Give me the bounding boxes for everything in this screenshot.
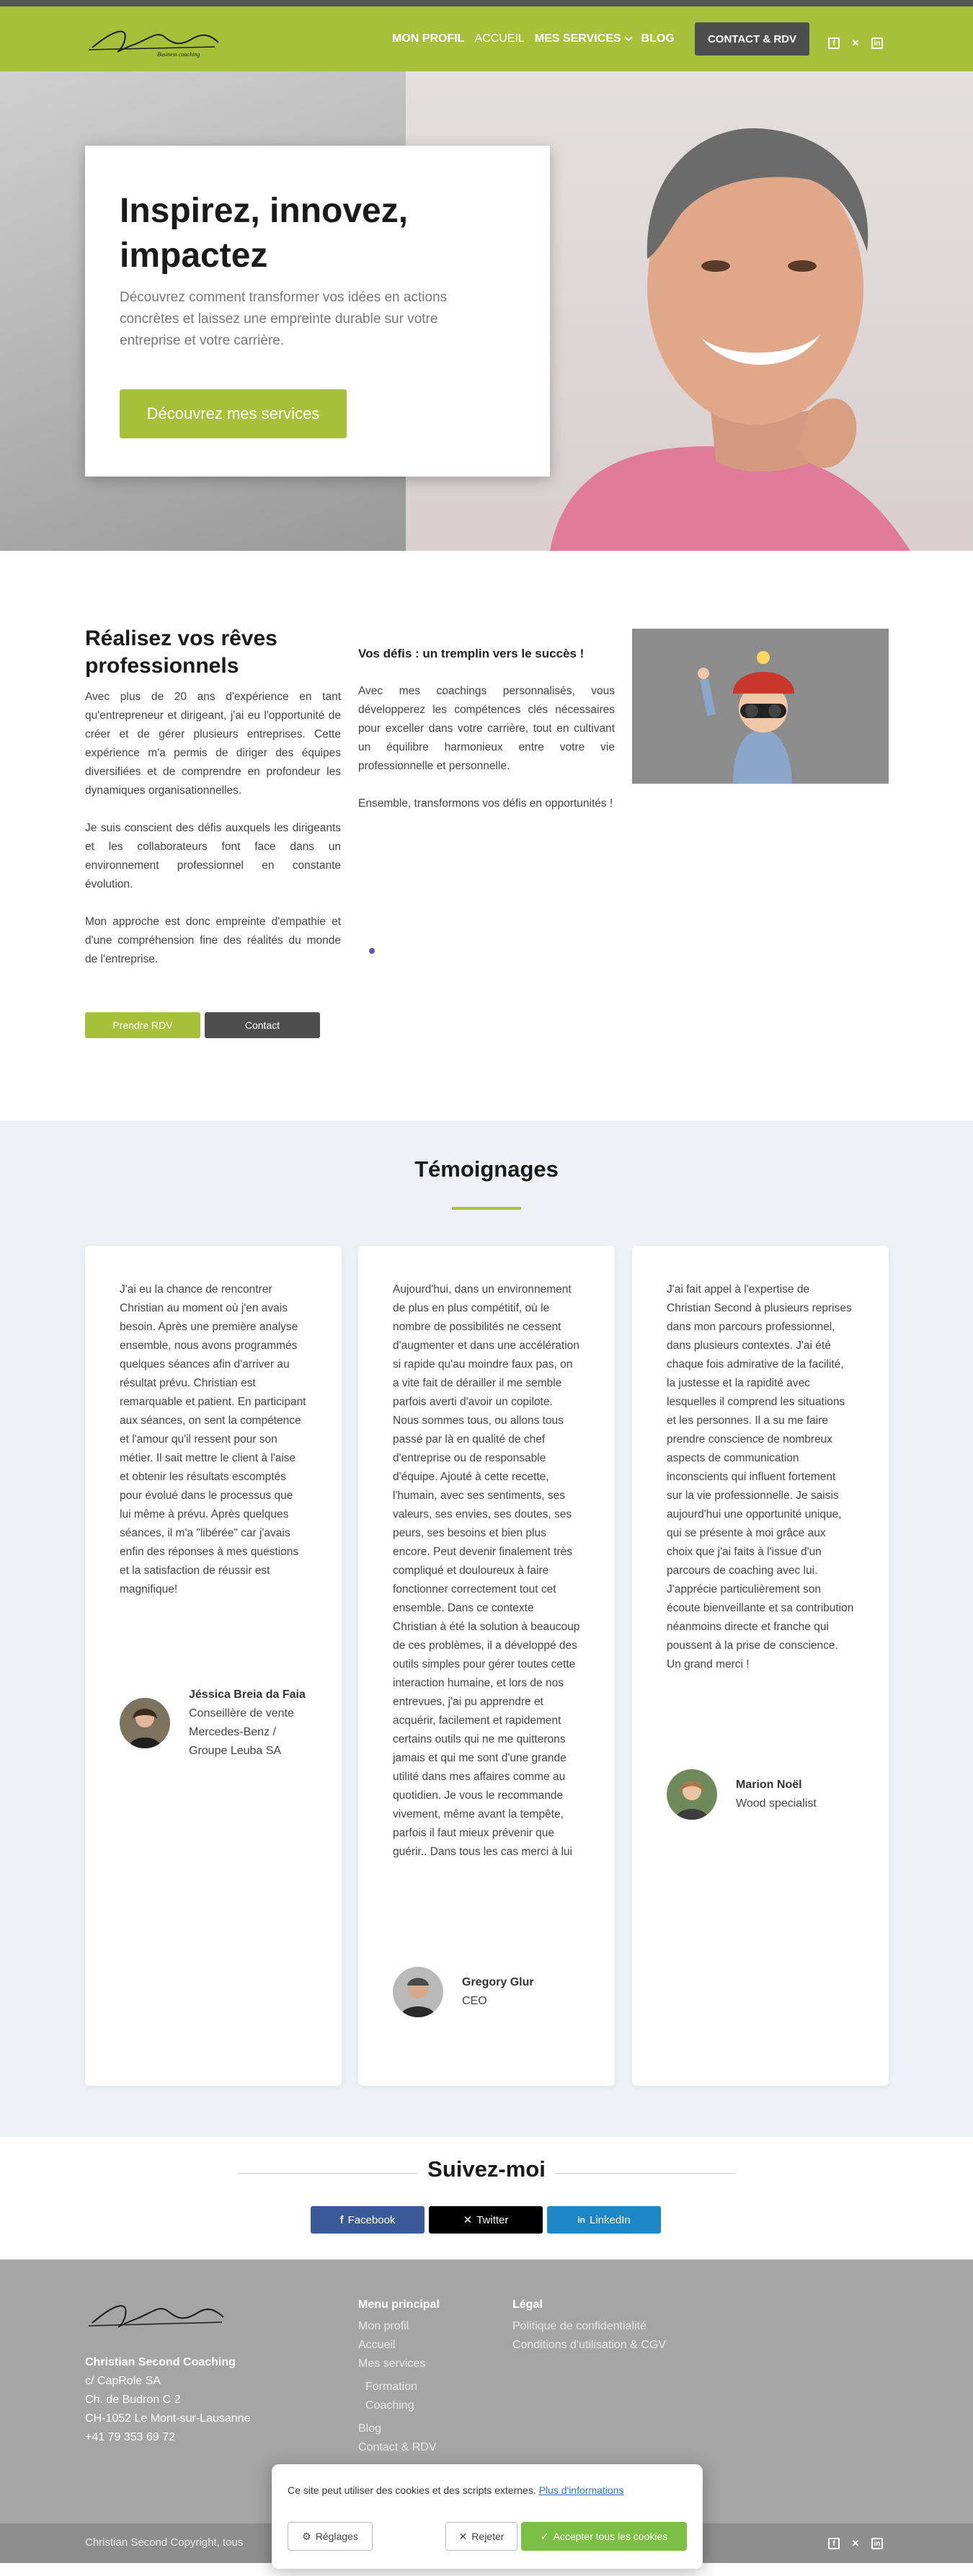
cookie-more-info-link[interactable]: Plus d'informations	[538, 2484, 624, 2496]
nav-mes-services-label: MES SERVICES	[534, 32, 621, 45]
testimonial-quote: J'ai fait appel à l'expertise de Christian Second à plusieurs reprises dans mon parcours professionnel, dans plusieurs contextes. J'ai été chaque fois admirative de la facilité, la justesse et la rapidité avec lesquelles il comprend les situations et les personnes. Il a su me faire prendre conscience de nombreux aspects de communication inconscients qui influent fortement sur la vie professionnelle. Je saisis aujourd'hui une opportunité unique, qui se présente à moi grâce aux choix que j'ai faits à l'issue d'un parcours de coaching avec lui. J'apprécie particulièrement son écoute bienveillante et sa contribution néanmoins directe et franche qui poussent à la prise de conscience. Un grand merci !	[667, 1283, 854, 1670]
nav-mon-profil[interactable]: MON PROFIL	[392, 32, 465, 45]
avatar	[120, 1698, 170, 1748]
address-line: c/ CapRole SA	[85, 2375, 161, 2387]
testimonial-author	[393, 1967, 534, 2017]
footer-link-formation[interactable]: Formation	[365, 2381, 418, 2393]
footer-link-mon-profil[interactable]: Mon profil	[358, 2320, 409, 2332]
author-role: Wood specialist	[736, 1797, 817, 1810]
title-underline	[452, 1207, 521, 1210]
testimonial-card	[358, 1246, 615, 2086]
cookie-reject-button[interactable]	[445, 2522, 517, 2551]
footer-social	[828, 2538, 883, 2549]
author-details	[736, 1776, 817, 1813]
facebook-icon[interactable]: f	[828, 2538, 840, 2549]
footer-link-blog[interactable]: Blog	[358, 2422, 382, 2435]
footer-link-contact-rdv[interactable]: Contact & RDV	[358, 2441, 437, 2453]
discover-services-button[interactable]: Découvrez mes services	[120, 389, 347, 438]
testimonials-section	[0, 1120, 973, 2137]
close-icon: ✕	[458, 2530, 468, 2542]
twitter-label: Twitter	[476, 2213, 509, 2226]
header-social	[828, 37, 883, 49]
gear-icon: ⚙	[302, 2530, 311, 2542]
cookie-settings-label: Réglages	[315, 2531, 358, 2542]
testimonial-quote: Aujourd'hui, dans un environnement de plus en plus compétitif, où le nombre de possibilités ne cessent d'augmenter et dans une accélération si rapide qu'au moindre faux pas, on a vite fait de dérailler il me semble parfois averti d'avoir un copilote. Nous sommes tous, ou allons tous passé par là en qualité de chef d'entreprise ou de responsable d'équipe. Ajouté à cette recette, l'humain, avec ses sentiments, ses valeurs, ses envies, ses doutes, ses peurs, ses besoins et bien plus encore. Peut devenir finalement très compliqué et douloureux à faire fonctionner correctement tout cet ensemble. Dans ce contexte Christian à été la solution à beaucoup de ces problèmes, il a développé des outils simples pour gérer toutes cette interaction humaine, et lors de nos entrevues, j'ai pu apprendre et acquérir, facilement et rapidement certains outils qui ne me quitterons jamais et qui me sont d'une grande utilité dans mes affaires comme au quotidien. Je vous le recommande vivement, même avant la tempête, parfois il faut mieux prévenir que guérir.. Dans tous les cas merci à lui	[393, 1283, 580, 1858]
address-line: CH-1052 Le Mont-sur-Lausanne	[85, 2412, 251, 2425]
address-line: Ch. de Budron C 2	[85, 2394, 181, 2406]
footer-legal-title: Légal	[512, 2298, 543, 2311]
x-twitter-icon[interactable]: ✕	[851, 2538, 860, 2549]
footer-link-privacy[interactable]: Politique de confidentialité	[512, 2320, 647, 2332]
author-name: Jéssica Breia da Faia	[189, 1688, 306, 1701]
footer-menu-title: Menu principal	[358, 2298, 440, 2311]
about-paragraph: Je suis conscient des défis auxquels les dirigeants et les collaborateurs font face dans un environnement professionnel en constante évolution.	[85, 822, 341, 890]
cookie-accept-label: Accepter tous les cookies	[553, 2531, 668, 2542]
footer-legal	[512, 2296, 666, 2355]
footer-logo[interactable]	[85, 2296, 229, 2335]
avatar	[393, 1967, 443, 2017]
about-subtitle: Vos défis : un tremplin vers le succès !	[358, 647, 585, 660]
cookie-text	[288, 2484, 623, 2496]
logo-tagline: Business coaching	[157, 51, 200, 58]
cookie-banner	[272, 2464, 703, 2569]
facebook-button[interactable]	[311, 2206, 425, 2234]
linkedin-button[interactable]	[547, 2206, 661, 2234]
follow-buttons	[311, 2206, 661, 2234]
linkedin-label: LinkedIn	[589, 2213, 631, 2226]
footer-link-terms[interactable]: Conditions d'utilisation & CGV	[512, 2339, 666, 2351]
author-details	[189, 1686, 311, 1761]
facebook-label: Facebook	[347, 2213, 396, 2226]
x-twitter-icon[interactable]: ✕	[851, 37, 860, 48]
testimonial-author	[120, 1686, 311, 1761]
about-column-middle	[358, 645, 615, 832]
check-icon: ✓	[540, 2530, 549, 2542]
linkedin-icon[interactable]: in	[871, 37, 883, 49]
testimonial-quote: J'ai eu la chance de rencontrer Christian au moment où j'en avais besoin. Après une première analyse ensemble, nous avons programmés quelques séances afin d'arriver au résultat prévu. Christian est remarquable et patient. En participant aux séances, on sent la compétence et l'amour qu'il ressent pour son métier. Il sait mettre le client à l'aise et obtenir les résultats escomptés pour évolué dans le processus que lui même à prévu. Après quelques séances, il m'a "libérée" car j'avais enfin des réponses à mes questions et la satisfaction de réussir est magnifique!	[120, 1283, 306, 1595]
footer-link-mes-services[interactable]: Mes services	[358, 2358, 426, 2370]
footer-link-accueil[interactable]: Accueil	[358, 2339, 396, 2351]
top-strip	[0, 0, 973, 6]
footer-link-coaching[interactable]: Coaching	[365, 2399, 414, 2412]
facebook-icon[interactable]: f	[828, 37, 840, 49]
contact-button[interactable]: Contact	[205, 1012, 320, 1038]
site-header	[0, 6, 973, 71]
hero-subtitle: Découvrez comment transformer vos idées en actions concrètes et laissez une empreinte durable sur votre entreprise et votre carrière.	[120, 290, 448, 348]
follow-title: Suivez-moi	[427, 2156, 546, 2182]
hero-section	[0, 71, 973, 551]
about-section	[0, 551, 973, 1120]
carousel-dot[interactable]	[369, 948, 375, 954]
linkedin-icon: in	[577, 2215, 585, 2225]
prendre-rdv-button[interactable]: Prendre RDV	[85, 1012, 200, 1038]
hero-title: Inspirez, innovez, impactez	[120, 192, 409, 275]
testimonial-author	[667, 1769, 817, 1820]
testimonial-card	[632, 1246, 889, 2086]
about-paragraph: Ensemble, transformons vos défis en opportunités !	[358, 797, 613, 810]
about-buttons	[85, 1012, 320, 1038]
site-logo[interactable]	[85, 22, 222, 58]
chevron-down-icon	[624, 33, 632, 41]
testimonial-card	[85, 1246, 342, 2086]
nav-blog[interactable]: BLOG	[641, 32, 675, 45]
contact-rdv-button[interactable]: CONTACT & RDV	[695, 22, 809, 56]
footer-menu	[358, 2296, 440, 2457]
footer-address	[85, 2353, 250, 2447]
about-paragraph: Avec mes coachings personnalisés, vous développerez les compétences clés nécessaires pour exceller dans votre carrière, tout en cultivant un équilibre harmonieux entre votre vie professionnelle et personnelle.	[358, 685, 615, 772]
facebook-icon: f	[339, 2213, 344, 2226]
company-name: Christian Second Coaching	[85, 2356, 236, 2368]
testimonials-title: Témoignages	[414, 1156, 559, 1182]
hero-card	[85, 146, 550, 477]
author-name: Gregory Glur	[462, 1976, 534, 1988]
author-name: Marion Noël	[736, 1779, 802, 1791]
phone-number[interactable]: +41 79 353 69 72	[85, 2431, 176, 2443]
author-details	[462, 1973, 534, 2011]
cookie-reject-label: Rejeter	[471, 2531, 505, 2542]
twitter-button[interactable]	[429, 2206, 543, 2234]
main-nav	[392, 6, 685, 71]
x-twitter-icon: ✕	[463, 2214, 473, 2226]
about-paragraph: Mon approche est donc empreinte d'empathie et d'une compréhension fine des réalités du monde de l'entreprise.	[85, 916, 341, 965]
avatar	[667, 1769, 717, 1820]
author-role: Conseillère de vente Mercedes-Benz / Groupe Leuba SA	[189, 1707, 294, 1757]
about-column-left	[85, 688, 341, 988]
nav-mes-services[interactable]	[535, 32, 631, 45]
cookie-accept-button[interactable]	[521, 2522, 687, 2551]
copyright-text: Christian Second Copyright, tous	[85, 2536, 244, 2549]
nav-accueil[interactable]: ACCUEIL	[474, 32, 525, 45]
author-role: CEO	[462, 1995, 487, 2007]
idea-child-photo	[632, 629, 889, 784]
about-paragraph: Avec plus de 20 ans d'expérience en tant qu'entrepreneur et dirigeant, j'ai eu l'opportunité de créer et de gérer plusieurs entreprises. Cette expérience m'a permis de diriger des équipes diversifiées et de comprendre en profondeur les dynamiques organisationnelles.	[85, 691, 341, 797]
linkedin-icon[interactable]: in	[871, 2538, 883, 2549]
cookie-settings-button[interactable]	[288, 2522, 373, 2551]
cookie-message: Ce site peut utiliser des cookies et des scripts externes.	[288, 2484, 536, 2496]
about-title: Réalisez vos rêves professionnels	[85, 627, 277, 678]
follow-section	[0, 2137, 973, 2259]
